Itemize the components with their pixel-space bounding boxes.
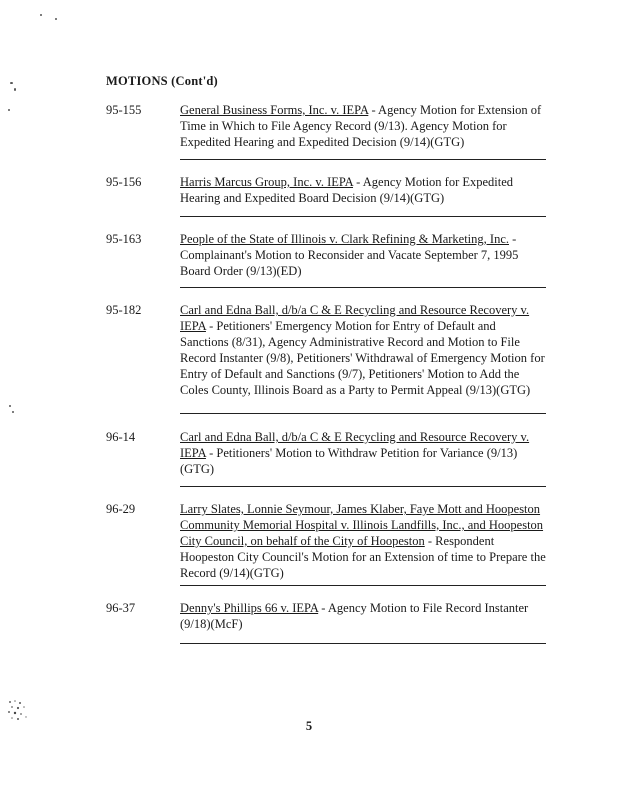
case-title: Carl and Edna Ball, d/b/a C & E Recycling and Resource Recovery v. IEPA (180, 430, 530, 460)
motion-text: - Petitioners' Motion to Withdraw Petition for Variance (9/13)(GTG) (180, 446, 518, 476)
motion-text: - Respondent Hoopeston City Council's Motion for an Extension of time to Prepare the Record (9/14)(GTG) (180, 534, 546, 580)
motion-description (180, 231, 546, 279)
motion-description (180, 501, 546, 581)
separator-line (180, 413, 546, 414)
section-heading: MOTIONS (Cont'd) (106, 74, 218, 88)
case-title: General Business Forms, Inc. v. IEPA (180, 103, 369, 117)
scan-speck (12, 411, 14, 413)
motion-text: - Complainant's Motion to Reconsider and Vacate September 7, 1995 Board Order (9/13)(ED) (180, 232, 519, 278)
case-number: 96-29 (106, 502, 136, 516)
motion-text: - Agency Motion for Expedited Hearing and Expedited Board Decision (9/14)(GTG) (180, 175, 514, 205)
motion-text: - Agency Motion to File Record Instanter (9/18)(McF) (180, 601, 529, 631)
motion-description (180, 429, 546, 477)
separator-line (180, 486, 546, 487)
separator-line (180, 216, 546, 217)
case-number: 95-163 (106, 232, 142, 246)
scan-speck (9, 405, 11, 407)
case-title: Carl and Edna Ball, d/b/a C & E Recycling and Resource Recovery v. IEPA (180, 303, 530, 333)
scan-speck (55, 18, 57, 20)
motion-description (180, 600, 546, 632)
motion-description (180, 174, 546, 206)
motion-text: - Petitioners' Emergency Motion for Entry of Default and Sanctions (8/31), Agency Administrative Record and Motion to File Record Instanter (9/8), Petitioners' Withdrawal of Emergency Motion for Entry of Default and Sanctions (9/7), Petitioners' Motion to Add the Coles County, Illinois Board as a Party to Permit Appeal (9/13)(GTG) (180, 319, 545, 397)
page-number: 5 (305, 719, 313, 733)
separator-line (180, 159, 546, 160)
motion-description (180, 102, 546, 150)
separator-line (180, 585, 546, 586)
case-number: 95-182 (106, 303, 142, 317)
separator-line (180, 287, 546, 288)
scan-speck (14, 88, 16, 91)
case-title: Harris Marcus Group, Inc. v. IEPA (180, 175, 354, 189)
scan-speck (8, 109, 10, 111)
case-number: 96-37 (106, 601, 136, 615)
case-number: 96-14 (106, 430, 136, 444)
separator-line (180, 643, 546, 644)
scan-speck (10, 82, 13, 84)
case-title: People of the State of Illinois v. Clark Refining & Marketing, Inc. (180, 232, 509, 246)
case-number: 95-156 (106, 175, 142, 189)
motion-text: - Agency Motion for Extension of Time in Which to File Agency Record (9/13). Agency Motion for Expedited Hearing and Expedited Decision (9/14)(GTG) (180, 103, 542, 149)
motion-description (180, 302, 546, 398)
case-title: Larry Slates, Lonnie Seymour, James Klaber, Faye Mott and Hoopeston Community Memorial Hospital v. Illinois Landfills, Inc., and Hoopeston City Council, on behalf of the City of Hoopeston (180, 502, 544, 548)
scan-speck (40, 14, 42, 16)
case-title: Denny's Phillips 66 v. IEPA (180, 601, 319, 615)
case-number: 95-155 (106, 103, 142, 117)
